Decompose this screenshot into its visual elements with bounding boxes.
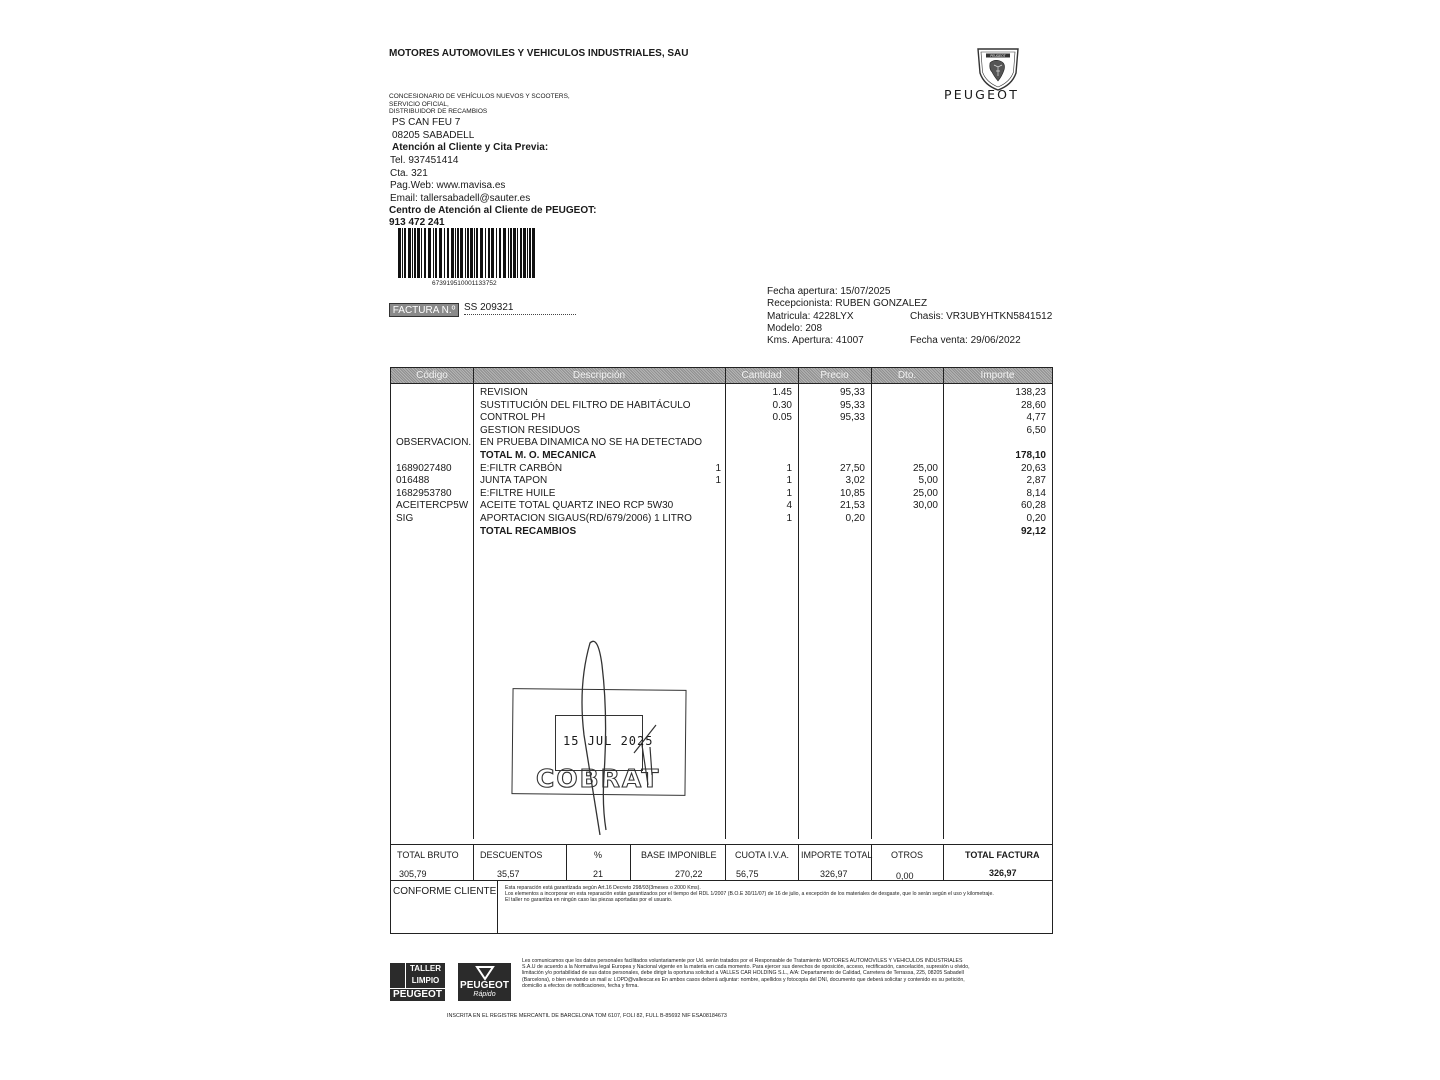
customer-center-phone: 913 472 241 — [389, 217, 445, 228]
barcode-bar — [470, 228, 473, 278]
warranty-note: Esta reparación está garantizada según Art.16 Decreto 298/93(3meses o 2000 Kms). — [505, 885, 701, 891]
privacy-line: Les comunicamos que los datos personales facilitados voluntariamente por Ud. serán tratados por el Responsable de Tratamiento MOTORES AUTOMOVILES Y VEHICULOS INDUSTRIALES — [522, 958, 963, 964]
logo-text: LIMPIO — [411, 976, 440, 985]
barcode-number: 673919510001133752 — [432, 280, 497, 287]
table-row — [391, 412, 1052, 425]
matricula: Matricula: 4228LYX — [767, 311, 854, 322]
importe-total-value: 326,97 — [820, 869, 848, 879]
barcode-bar — [439, 228, 442, 278]
cell-discount: 25,00 — [912, 487, 938, 499]
table-row — [391, 450, 1052, 463]
base-imponible-label: BASE IMPONIBLE — [641, 850, 717, 860]
cell-amount: 2,87 — [1026, 475, 1046, 487]
barcode-bar — [455, 228, 456, 278]
cell-price: 10,85 — [839, 487, 865, 499]
descuentos-label: DESCUENTOS — [480, 850, 543, 860]
barcode — [398, 228, 538, 278]
table-row — [391, 500, 1052, 513]
logo-text: TALLER — [410, 964, 441, 973]
barcode-bar — [480, 228, 483, 278]
cell-code: ACEITERCP5W — [396, 500, 469, 512]
cuota-iva-value: 56,75 — [736, 869, 759, 879]
barcode-bar — [428, 228, 431, 278]
cell-amount: 60,28 — [1020, 500, 1046, 512]
cell-quantity: 1 — [786, 487, 792, 499]
barcode-bar — [488, 228, 490, 278]
cell-description: SUSTITUCIÓN DEL FILTRO DE HABITÁCULO — [480, 399, 691, 411]
cell-price: 3,02 — [845, 475, 865, 487]
customer-center-label: Centro de Atención al Cliente de PEUGEOT: — [389, 205, 597, 216]
cell-discount: 25,00 — [912, 462, 938, 474]
company-name: MOTORES AUTOMOVILES Y VEHICULOS INDUSTRIALES, SAU — [389, 48, 689, 59]
cell-price: 27,50 — [839, 462, 865, 474]
cell-description: GESTION RESIDUOS — [480, 424, 581, 436]
modelo: Modelo: 208 — [767, 323, 823, 334]
cell-code: SIG — [396, 513, 414, 524]
cell-quantity: 0.05 — [772, 412, 792, 424]
privacy-line: (Barcelona), o bien enviando un mail a: LOPD@vallescar.es En ambos casos deberá adjuntar: nombre, apellidos y fotocopia del DNI, documento que deberá solicitar y contenido es su petición, — [522, 976, 965, 983]
header-codigo: Código — [416, 370, 448, 381]
logo-text: PEUGEOT — [390, 989, 445, 1001]
stamp-date: 15 JUL 2025 — [563, 734, 654, 748]
fecha-apertura: Fecha apertura: 15/07/2025 — [767, 286, 891, 297]
cell-description: EN PRUEBA DINAMICA NO SE HA DETECTADO — [480, 437, 703, 449]
barcode-bar — [460, 228, 463, 278]
cell-amount: 138,23 — [1015, 387, 1046, 398]
peugeot-lion-logo — [972, 43, 1024, 93]
cell-amount: 20,63 — [1020, 462, 1046, 474]
conforme-cliente-label: CONFORME CLIENTE — [393, 886, 497, 897]
base-imponible-value: 270,22 — [675, 869, 703, 879]
cell-description: CONTROL PH — [480, 412, 546, 424]
header-importe: Importe — [980, 370, 1015, 381]
invoice-number: SS 209321 — [464, 302, 576, 315]
barcode-bar — [404, 228, 406, 278]
barcode-bar — [421, 228, 422, 278]
barcode-bar — [414, 228, 416, 278]
importe-total-label: IMPORTE TOTAL — [801, 850, 873, 860]
peugeot-rapido-logo — [458, 963, 511, 1001]
cell-price: 95,33 — [839, 412, 865, 424]
header-dto: Dto. — [897, 370, 917, 381]
barcode-bar — [499, 228, 501, 278]
cell-mark: 1 — [715, 475, 721, 487]
invoice-table — [390, 367, 1053, 934]
recepcionista: Recepcionista: RUBEN GONZALEZ — [767, 298, 928, 309]
percent-value: 21 — [593, 869, 604, 879]
cta: Cta. 321 — [390, 168, 428, 179]
warranty-notes — [505, 885, 1045, 903]
cell-amount: 0,20 — [1026, 513, 1046, 524]
barcode-bar — [527, 228, 528, 278]
barcode-bar — [408, 228, 411, 278]
barcode-bar — [496, 228, 497, 278]
barcode-bar — [523, 228, 526, 278]
lion-icon — [390, 963, 405, 988]
cell-price: 21,53 — [839, 500, 865, 512]
cell-quantity: 1.45 — [772, 387, 792, 398]
cell-description: ACEITE TOTAL QUARTZ INEO RCP 5W30 — [480, 500, 674, 512]
barcode-bar — [433, 228, 434, 278]
cell-amount: 178,10 — [1015, 450, 1046, 461]
signature — [570, 635, 670, 835]
barcode-bar — [520, 228, 522, 278]
otros-value: 0,00 — [896, 871, 914, 881]
barcode-bar — [467, 228, 469, 278]
cell-description: TOTAL RECAMBIOS — [480, 525, 577, 537]
table-row — [391, 387, 1052, 400]
table-row — [391, 400, 1052, 413]
cell-price: 95,33 — [839, 399, 865, 411]
barcode-bar — [412, 228, 413, 278]
tagline-line: CONCESIONARIO DE VEHÍCULOS NUEVOS Y SCOOTERS, — [389, 93, 570, 100]
phone: Tel. 937451414 — [390, 155, 459, 166]
cuota-iva-label: CUOTA I.V.A. — [735, 850, 790, 860]
cell-quantity: 1 — [786, 475, 792, 487]
table-row — [391, 526, 1052, 539]
barcode-bar — [529, 228, 531, 278]
barcode-bar — [517, 228, 518, 278]
cell-code: 1682953780 — [396, 487, 452, 499]
cell-code: 016488 — [396, 475, 430, 487]
warranty-note: Los elementos a incorporar en esta reparación están garantizados por el tiempo del RDL 1/2007 (B.O.E 30/11/07) de 16 de julio, a excepción de los materiales de desgaste, que lo serán según el uso y kilometraje. — [505, 891, 994, 897]
cell-code: OBSERVACION. — [396, 437, 472, 449]
descuentos-value: 35,57 — [497, 869, 520, 879]
total-factura-value: 326,97 — [989, 868, 1017, 878]
email: Email: tallersabadell@sauter.es — [390, 193, 531, 204]
brand-name: PEUGEOT — [944, 87, 1020, 102]
fecha-venta: Fecha venta: 29/06/2022 — [910, 335, 1021, 346]
privacy-line: domicilio a efectos de notificaciones, fecha y firma. — [522, 982, 639, 989]
barcode-bar — [398, 228, 401, 278]
table-row — [391, 488, 1052, 501]
cell-quantity: 1 — [786, 513, 792, 524]
total-bruto-label: TOTAL BRUTO — [397, 850, 459, 860]
cell-price: 95,33 — [839, 387, 865, 398]
cell-amount: 6,50 — [1026, 424, 1046, 436]
barcode-bar — [474, 228, 475, 278]
cell-code: 1689027480 — [396, 462, 452, 474]
table-row — [391, 437, 1052, 450]
tagline-line: SERVICIO OFICIAL, — [389, 100, 449, 108]
barcode-bar — [503, 228, 506, 278]
website: Pag.Web: www.mavisa.es — [390, 180, 506, 191]
table-row — [391, 463, 1052, 476]
barcode-bar — [532, 228, 535, 278]
kms-apertura: Kms. Apertura: 41007 — [767, 335, 864, 346]
header-descripcion: Descripción — [572, 370, 626, 381]
header-cantidad: Cantidad — [741, 370, 782, 381]
cell-quantity: 4 — [786, 500, 792, 512]
percent-label: % — [594, 850, 603, 860]
cell-quantity: 0.30 — [772, 399, 792, 411]
cell-description: E:FILTR CARBÓN — [480, 462, 563, 474]
privacy-line: S.A.U de acuerdo a la Normativa legal Europea y Nacional vigente en la materia en cada momento. Para ejercer sus derechos de oposición, acceso, rectificación, cancelación, supresión u olvido, — [522, 964, 970, 971]
barcode-bar — [476, 228, 478, 278]
total-bruto-value: 305,79 — [399, 869, 427, 879]
cell-description: TOTAL M. O. MECANICA — [480, 450, 597, 461]
logo-text: Rápido — [473, 991, 496, 998]
cell-discount: 30,00 — [912, 500, 938, 512]
taller-limpio-logo — [390, 963, 445, 1001]
total-factura-label: TOTAL FACTURA — [965, 850, 1040, 860]
privacy-notice — [522, 958, 1052, 989]
privacy-line: limitación y/o portabilidad de sus datos personales, debe dirigir la oportuna solicitud a VALLES CAR HOLDING S.L., A/A: Departamento de Calidad, Carretera de Terrassa, 225, 08205 Sabadell — [522, 970, 964, 977]
cell-description: E:FILTRE HUILE — [480, 487, 556, 499]
cell-description: APORTACION SIGAUS(RD/679/2006) 1 LITRO — [480, 513, 692, 524]
barcode-bar — [444, 228, 445, 278]
barcode-bar — [510, 228, 512, 278]
warranty-note: El taller no garantiza en ningún caso las piezas aportadas por el usuario. — [505, 897, 673, 903]
header-precio: Precio — [820, 370, 849, 381]
table-row — [391, 475, 1052, 488]
barcode-bar — [451, 228, 454, 278]
table-header — [391, 368, 1052, 384]
barcode-bar — [491, 228, 494, 278]
registry-notice: INSCRITA EN EL REGISTRE MERCANTIL DE BARCELONA TOM 6107, FOLI 82, FULL B-85692 NIF ESA08184673 — [447, 1013, 727, 1019]
barcode-bar — [457, 228, 459, 278]
address-line-2: 08205 SABADELL — [392, 130, 475, 141]
logo-badge-text: PEUGEOT — [990, 54, 1006, 58]
cell-quantity: 1 — [786, 462, 792, 474]
cell-description: REVISION — [480, 387, 528, 398]
cell-amount: 8,14 — [1026, 487, 1046, 499]
barcode-bar — [417, 228, 420, 278]
cell-mark: 1 — [715, 462, 721, 474]
otros-label: OTROS — [891, 850, 924, 860]
triangle-icon — [475, 965, 495, 981]
cell-amount: 4,77 — [1026, 412, 1046, 424]
barcode-bar — [402, 228, 403, 278]
logo-text: PEUGEOT — [460, 980, 509, 991]
tagline-line: DISTRIBUIDOR DE RECAMBIOS — [389, 108, 488, 115]
cell-description: JUNTA TAPON — [480, 475, 548, 487]
chasis: Chasis: VR3UBYHTKN5841512 — [910, 311, 1053, 322]
attention-label: Atención al Cliente y Cita Previa: — [392, 142, 549, 153]
barcode-bar — [513, 228, 516, 278]
barcode-bar — [485, 228, 486, 278]
table-row — [391, 513, 1052, 526]
table-row — [391, 425, 1052, 438]
barcode-bar — [447, 228, 449, 278]
cell-amount: 92,12 — [1020, 525, 1046, 537]
cell-price: 0,20 — [845, 513, 865, 524]
stamp-word: COBRAT — [536, 764, 661, 793]
barcode-bar — [508, 228, 509, 278]
tagline — [389, 93, 570, 116]
invoice-label: FACTURA N.º — [389, 303, 459, 317]
address-line-1: PS CAN FEU 7 — [392, 117, 461, 128]
barcode-bar — [424, 228, 426, 278]
barcode-bar — [465, 228, 466, 278]
cell-discount: 5,00 — [918, 475, 938, 487]
barcode-bar — [435, 228, 437, 278]
cell-amount: 28,60 — [1020, 399, 1046, 411]
